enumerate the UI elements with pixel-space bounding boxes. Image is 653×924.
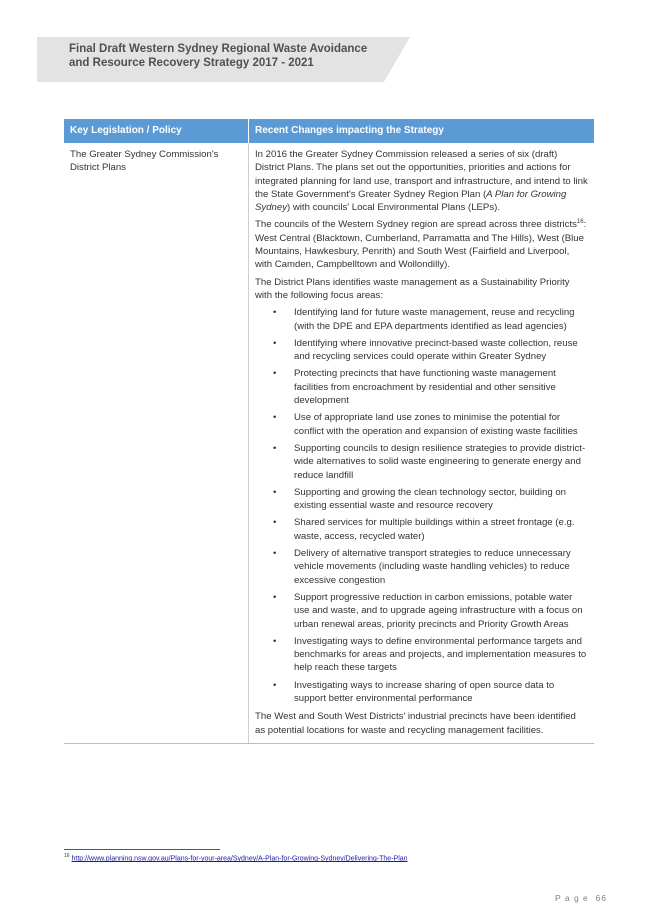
document-title	[69, 42, 399, 70]
focus-area-text: Investigating ways to define environmental performance targets and benchmarks for areas and projects, and implementation measures to help reach these targets	[294, 635, 587, 674]
paragraph-industrial-precincts: The West and South West Districts' industrial precincts have been identified as potential locations for waste and recycling management facilities.	[255, 711, 576, 736]
focus-area-item	[273, 367, 588, 407]
focus-area-item	[273, 547, 588, 587]
column-header-legislation: Key Legislation / Policy	[64, 119, 249, 143]
footnote-link[interactable]: http://www.planning.nsw.gov.au/Plans-for-your-area/Sydney/A-Plan-for-Growing-Sydney/Delivering-The-Plan	[71, 855, 408, 863]
bullet-icon: •	[273, 486, 277, 498]
focus-area-item	[273, 516, 588, 543]
bullet-icon: •	[273, 307, 277, 319]
column-header-changes: Recent Changes impacting the Strategy	[249, 119, 595, 143]
table-row	[64, 143, 594, 743]
paragraph-intro-text: In 2016 the Greater Sydney Commission released a series of six (draft) District Plans. The plans set out the opportunities, priorities and actions for integrated planning for land use, transport and infrastructure, and intend to link the State Government's Greater Sydney Region Plan (	[255, 149, 588, 200]
focus-area-text: Identifying land for future waste management, reuse and recycling (with the DPE and EPA departments identified as lead agencies)	[294, 307, 575, 332]
footnote	[64, 853, 408, 862]
focus-area-item	[273, 679, 588, 706]
document-title-line-1: Final Draft Western Sydney Regional Waste Avoidance	[69, 43, 368, 55]
focus-area-text: Identifying where innovative precinct-based waste collection, reuse and recycling services could operate within Greater Sydney	[294, 337, 578, 363]
footnote-reference[interactable]: 16	[576, 219, 584, 226]
focus-area-item	[273, 635, 588, 675]
policy-name: The Greater Sydney Commission's District Plans	[70, 149, 219, 174]
bullet-icon: •	[273, 517, 277, 529]
paragraph-focus-intro: The District Plans identifies waste management as a Sustainability Priority with the following focus areas:	[255, 276, 570, 301]
focus-area-item	[273, 442, 588, 482]
paragraph-districts	[255, 218, 588, 271]
bullet-icon: •	[273, 442, 277, 454]
legislation-table	[64, 119, 594, 744]
footnote-number: 16	[64, 853, 70, 859]
bullet-icon: •	[273, 635, 277, 647]
focus-area-text: Support progressive reduction in carbon emissions, potable water use and waste, and to upgrade ageing infrastructure with a focus on urban renewal areas, priority precincts and Priority Growth Areas	[294, 591, 583, 630]
page-label: P a g e	[555, 893, 589, 903]
paragraph-districts-text: The councils of the Western Sydney region are spread across three districts	[255, 219, 577, 231]
page-number	[555, 893, 607, 903]
bullet-icon: •	[273, 548, 277, 560]
bullet-icon: •	[273, 412, 277, 424]
focus-area-item	[273, 591, 588, 631]
focus-area-item	[273, 411, 588, 438]
bullet-icon: •	[273, 368, 277, 380]
paragraph-intro	[255, 148, 588, 214]
focus-area-text: Delivery of alternative transport strategies to reduce unnecessary vehicle movements (including waste handling vehicles) to reduce excessive congestion	[294, 548, 571, 586]
focus-area-text: Supporting councils to design resilience strategies to provide district-wide alternatives to solid waste engineering to generate energy and reduce landfill	[294, 442, 586, 481]
bullet-icon: •	[273, 679, 277, 691]
focus-area-text: Use of appropriate land use zones to minimise the potential for conflict with the operation and expansion of existing waste facilities	[294, 412, 578, 437]
document-title-line-2: and Resource Recovery Strategy 2017 - 2021	[69, 57, 314, 69]
paragraph-districts-tail: : West Central (Blacktown, Cumberland, Parramatta and The Hills), West (Blue Mountains, Hawkesbury, Penrith) and South West (Fairfield and Liverpool, with Camden, Campbelltown and Wollondilly).	[255, 219, 587, 271]
bullet-icon: •	[273, 337, 277, 349]
focus-area-item	[273, 337, 588, 364]
paragraph-intro-tail: ) with councils' Local Environmental Plans (LEPs).	[287, 202, 500, 214]
focus-area-text: Shared services for multiple buildings within a street frontage (e.g. waste, access, recycled water)	[294, 517, 575, 542]
footnote-separator	[64, 849, 220, 850]
focus-area-text: Supporting and growing the clean technology sector, building on existing essential waste and resource recovery	[294, 486, 567, 512]
policy-cell	[64, 143, 249, 743]
bullet-icon: •	[273, 591, 277, 603]
focus-area-text: Investigating ways to increase sharing of open source data to support better environmental performance	[294, 679, 555, 704]
changes-cell	[249, 143, 595, 743]
page-number-value: 66	[595, 893, 607, 903]
plan-title-italic: A Plan for Growing Sydney	[255, 188, 567, 214]
focus-areas-list	[255, 306, 588, 705]
focus-area-item	[273, 306, 588, 333]
table-header-row	[64, 119, 594, 143]
focus-area-text: Protecting precincts that have functioning waste management facilities from encroachment by residential and other sensitive development	[294, 368, 556, 407]
focus-area-item	[273, 486, 588, 513]
